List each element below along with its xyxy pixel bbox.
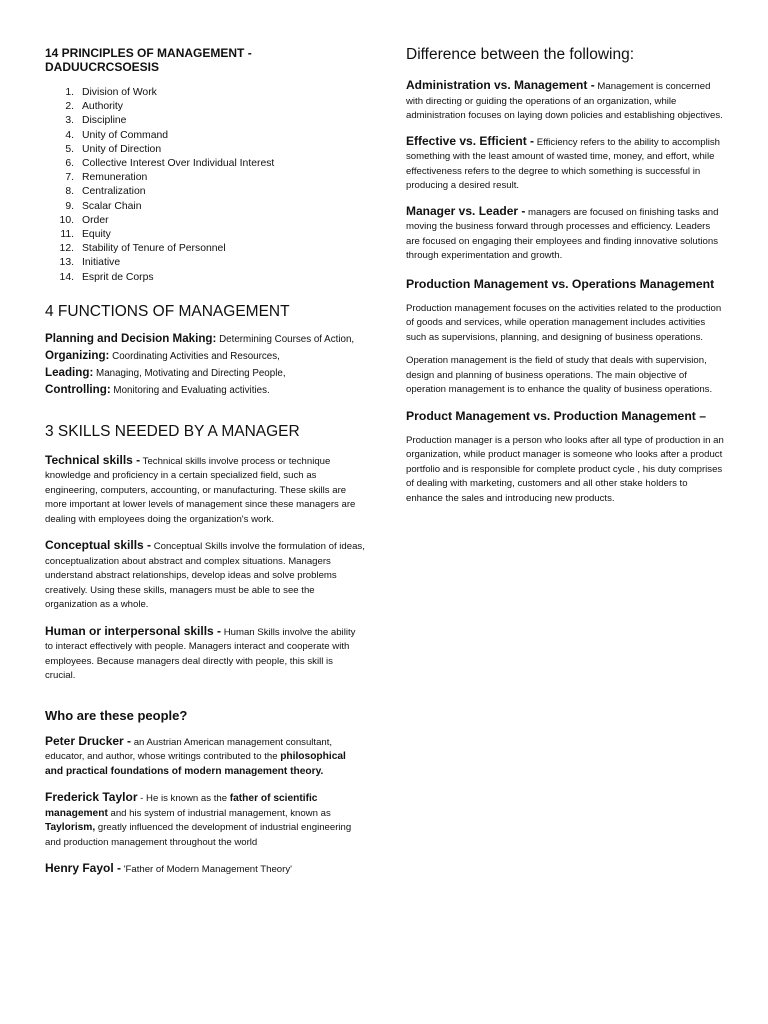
conceptual-skills-desc: Conceptual Skills involve the formulation of ideas, conceptualization about abstract and complex situations. Managers understand abstract relationships, develop ideas and solve problems creatively. Using these skills, managers must be able to see the organization as a whole. [45,541,365,611]
function-desc: Determining Courses of Action, [216,333,355,345]
list-text: Collective Interest Over Individual Interest [82,158,275,170]
list-number: 11. [60,229,74,241]
people-heading: Who are these people? [45,707,188,723]
fayol-paragraph [45,861,365,878]
list-text: Centralization [82,186,146,198]
list-text: Scalar Chain [82,200,142,212]
list-item [45,114,365,128]
drucker-paragraph [45,734,365,780]
list-text: Unity of Direction [82,143,162,155]
admin-vs-management-paragraph [406,78,726,124]
functions-list [45,331,365,399]
list-number: 12. [59,243,74,255]
principles-heading: 14 PRINCIPLES OF MANAGEMENT - DADUUCRCSOESIS [45,46,252,74]
effective-vs-efficient-desc: Efficiency refers to the ability to accomplish something with the least amount of wasted time, money, and effort, while effectiveness refers to the degree to which something is successful in producing a desired result. [406,136,720,191]
list-text: Stability of Tenure of Personnel [82,243,226,255]
fayol-desc: 'Father of Modern Management Theory' [121,864,292,876]
list-item [45,271,365,285]
effective-vs-efficient-term: Effective vs. Efficient - [406,133,535,148]
function-item [45,331,365,348]
manager-vs-leader-term: Manager vs. Leader - [406,203,526,218]
list-item [45,143,365,157]
technical-skills-desc: Technical skills involve process or technique knowledge and proficiency in a certain specialized field, such as engineering, computers, accounting, or manufacturing. These skills are more important at lower levels of management since these managers are dealing with employees doing the organization's work. [45,455,356,525]
list-number: 14. [59,271,74,283]
list-item [45,86,365,100]
drucker-desc: an Austrian American management consultant, educator, and author, whose writings contributed to the [45,736,333,763]
list-item [45,157,365,171]
list-number: 13. [59,257,74,269]
differences-heading: Difference between the following: [406,46,635,63]
list-item [45,228,365,242]
function-term: Planning and Decision Making: [45,331,217,345]
right-column [406,46,726,506]
product-vs-production-heading: Product Management vs. Production Management – [406,408,706,423]
function-item [45,365,365,382]
human-skills-term: Human or interpersonal skills - [45,623,222,638]
list-item [45,214,365,228]
principles-list [45,86,365,285]
left-column [45,46,365,878]
taylor-bold-1: father of scientific management [45,793,318,819]
production-vs-operations-p2: Operation management is the field of study that deals with supervision, design and planning of business operations. The main objective of operation management is to enhance the quality of business operations. [406,355,713,395]
admin-vs-management-term: Administration vs. Management - [406,78,595,92]
function-desc: Coordinating Activities and Resources, [109,350,280,362]
technical-skills-term: Technical skills - [45,452,141,467]
list-number: 3. [65,115,74,127]
skills-heading: 3 SKILLS NEEDED BY A MANAGER [45,422,300,440]
list-number: 7. [65,172,74,184]
function-desc: Managing, Motivating and Directing People, [93,367,286,379]
list-number: 8. [65,186,74,198]
taylor-paragraph [45,790,365,850]
list-item [45,100,365,114]
function-item [45,382,365,399]
list-item [45,200,365,214]
taylor-name: Frederick Taylor [45,790,138,805]
conceptual-skills-paragraph [45,538,365,613]
list-item [45,185,365,199]
list-number: 5. [65,143,74,155]
fayol-name: Henry Fayol - [45,861,122,876]
function-term: Controlling: [45,382,111,396]
function-desc: Monitoring and Evaluating activities. [110,384,270,396]
product-vs-production-p1: Production manager is a person who looks after all type of production in an organization, while product manager is someone who looks after a product portfolio and is responsible for complete product cycle , his duty comprises of dealing with marketing, customers and all other stake holders to enhance the sales and introducing new products. [406,434,724,504]
list-text: Division of Work [82,87,157,98]
list-text: Initiative [82,257,121,269]
taylor-desc-3: greatly influenced the development of industrial engineering and production management throughout the world [45,822,352,848]
list-number: 1. [65,87,74,98]
admin-vs-management-desc: Management is concerned with directing or guiding the operations of an organization, while administration focuses on laying down policies and establishing objectives. [406,81,723,121]
drucker-bold: philosophical and practical foundations of modern management theory. [45,751,346,777]
manager-vs-leader-paragraph [406,204,726,264]
taylor-bold-2: Taylorism, [45,822,96,834]
production-vs-operations-heading: Production Management vs. Operations Management [406,276,715,291]
taylor-desc-2: and his system of industrial management, known as [107,807,331,819]
functions-heading: 4 FUNCTIONS OF MANAGEMENT [45,302,290,320]
list-number: 4. [65,129,74,141]
list-item [45,242,365,256]
effective-vs-efficient-paragraph [406,134,726,194]
list-text: Authority [82,101,124,113]
human-skills-paragraph [45,624,365,684]
conceptual-skills-term: Conceptual skills - [45,538,152,553]
list-text: Remuneration [82,172,148,184]
production-vs-operations-p1: Production management focuses on the activities related to the production of goods and services, while operation management includes activities such as supervisions, planning, and designing of business operations. [406,302,722,343]
function-term: Leading: [45,365,94,379]
list-text: Equity [82,229,111,241]
list-number: 6. [65,158,74,170]
taylor-desc-1: - He is known as the [137,793,230,805]
function-item [45,348,365,365]
function-term: Organizing: [45,348,110,362]
list-number: 2. [65,101,74,113]
list-text: Esprit de Corps [82,271,154,283]
list-item [45,256,365,270]
list-number: 10. [59,214,74,226]
technical-skills-paragraph [45,453,365,528]
list-item [45,171,365,185]
drucker-name: Peter Drucker - [45,733,132,748]
list-text: Order [82,214,109,226]
human-skills-desc: Human Skills involve the ability to interact effectively with people. Managers interact and cooperate with employees. Because managers deal directly with people, this skill is crucial. [45,626,356,682]
list-text: Discipline [82,115,127,127]
list-text: Unity of Command [82,129,169,141]
list-number: 9. [65,200,74,212]
manager-vs-leader-desc: managers are focused on finishing tasks and moving the business forward through processes and efficiency. Leaders are focused on engaging their employees and finding innovative solutions through experimentation and growth. [406,206,719,261]
list-item [45,129,365,143]
